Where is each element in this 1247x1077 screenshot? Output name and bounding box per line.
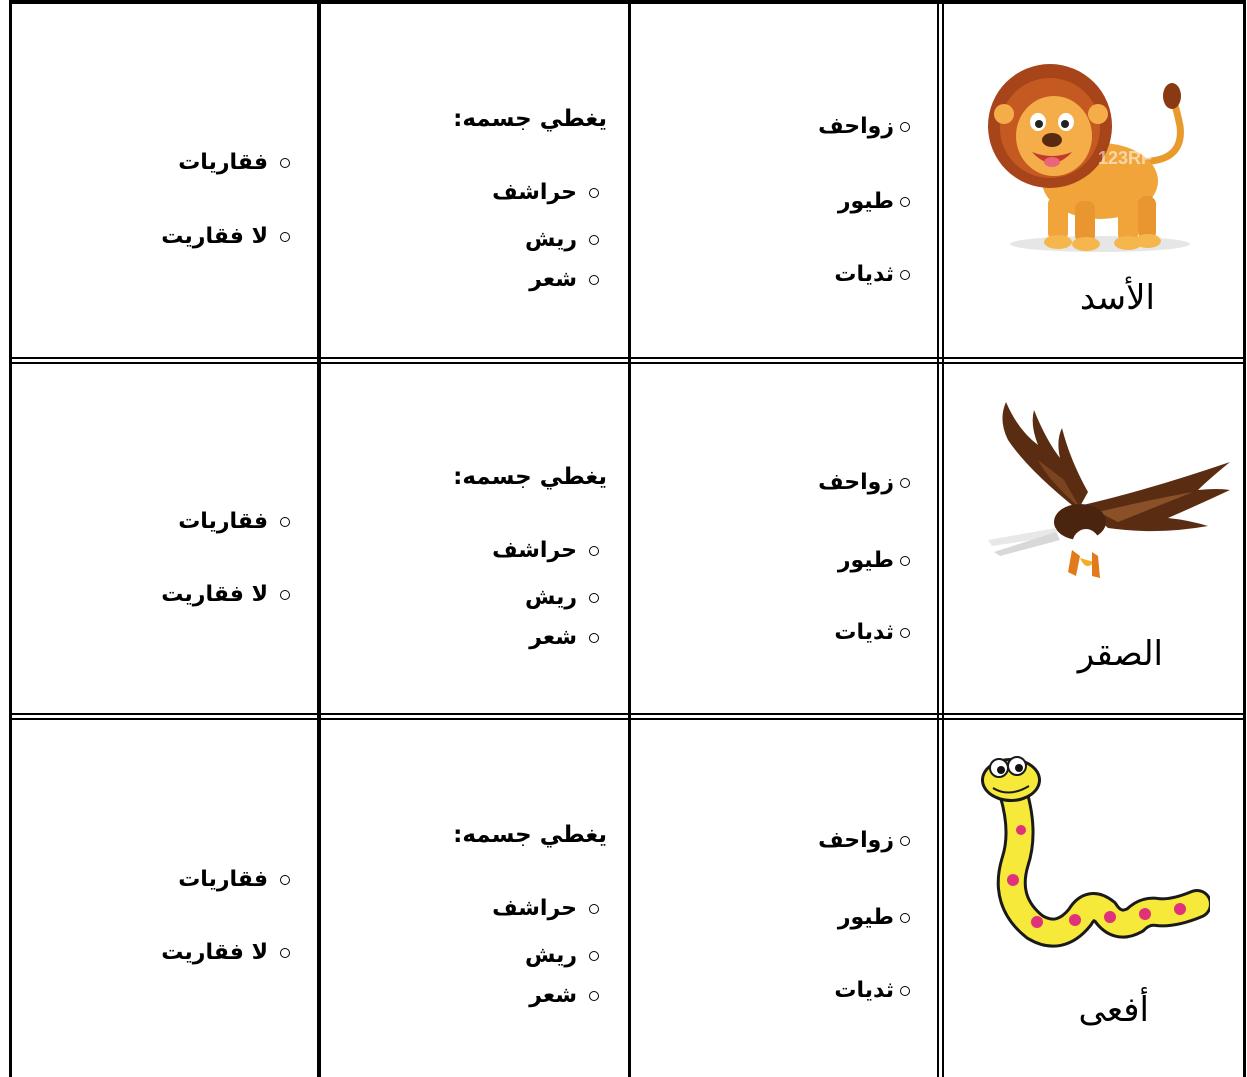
radio-circle-icon	[280, 158, 290, 168]
radio-circle-icon	[900, 270, 910, 280]
radio-circle-icon	[589, 991, 599, 1001]
radio-circle-icon	[900, 836, 910, 846]
radio-circle-icon	[900, 197, 910, 207]
radio-circle-icon	[900, 986, 910, 996]
radio-circle-icon	[589, 546, 599, 556]
animal-name: الصقر	[1077, 634, 1163, 674]
row-divider-2b	[9, 718, 1245, 720]
radio-circle-icon	[589, 188, 599, 198]
radio-circle-icon	[900, 478, 910, 488]
radio-circle-icon	[900, 913, 910, 923]
option-vertebrates[interactable]: فقاريات	[178, 509, 290, 534]
option-mammals[interactable]: ثديات	[834, 620, 910, 645]
option-feathers[interactable]: ريش	[525, 943, 599, 968]
eagle-picture	[968, 400, 1233, 590]
option-invertebrates[interactable]: لا فقاريت	[161, 582, 290, 607]
radio-circle-icon	[589, 904, 599, 914]
animal-name: أفعى	[1078, 990, 1149, 1030]
option-reptiles[interactable]: زواحف	[818, 828, 910, 853]
radio-circle-icon	[589, 235, 599, 245]
option-scales[interactable]: حراشف	[492, 180, 599, 205]
table-border-right	[1243, 0, 1246, 1077]
option-mammals[interactable]: ثديات	[834, 978, 910, 1003]
row-divider-1b	[9, 362, 1245, 364]
option-hair[interactable]: شعر	[529, 625, 599, 650]
option-birds[interactable]: طيور	[838, 905, 910, 930]
option-vertebrates[interactable]: فقاريات	[178, 867, 290, 892]
cover-question: يغطي جسمه:	[453, 106, 607, 132]
cover-question: يغطي جسمه:	[453, 822, 607, 848]
option-scales[interactable]: حراشف	[492, 896, 599, 921]
watermark-text: 123RF	[1098, 148, 1153, 168]
snake-picture	[975, 752, 1210, 952]
radio-circle-icon	[280, 875, 290, 885]
radio-circle-icon	[589, 593, 599, 603]
radio-circle-icon	[900, 556, 910, 566]
row-divider-1a	[9, 357, 1245, 359]
radio-circle-icon	[280, 517, 290, 527]
option-scales[interactable]: حراشف	[492, 538, 599, 563]
table-border-left	[9, 0, 12, 1077]
option-hair[interactable]: شعر	[529, 267, 599, 292]
radio-circle-icon	[589, 633, 599, 643]
radio-circle-icon	[280, 590, 290, 600]
column-divider-3b	[942, 0, 944, 1077]
row-divider-2a	[9, 713, 1245, 715]
option-feathers[interactable]: ريش	[525, 227, 599, 252]
radio-circle-icon	[280, 232, 290, 242]
radio-circle-icon	[589, 275, 599, 285]
option-birds[interactable]: طيور	[838, 189, 910, 214]
radio-circle-icon	[589, 951, 599, 961]
option-mammals[interactable]: ثديات	[834, 262, 910, 287]
column-divider-1	[317, 0, 321, 1077]
column-divider-3a	[937, 0, 939, 1077]
lion-picture	[980, 56, 1210, 256]
column-divider-2	[628, 0, 631, 1077]
option-reptiles[interactable]: زواحف	[818, 114, 910, 139]
option-invertebrates[interactable]: لا فقاريت	[161, 224, 290, 249]
option-vertebrates[interactable]: فقاريات	[178, 150, 290, 175]
radio-circle-icon	[900, 122, 910, 132]
option-hair[interactable]: شعر	[529, 983, 599, 1008]
table-border-top	[9, 0, 1245, 4]
option-feathers[interactable]: ريش	[525, 585, 599, 610]
animal-name: الأسد	[1079, 278, 1155, 318]
option-invertebrates[interactable]: لا فقاريت	[161, 940, 290, 965]
cover-question: يغطي جسمه:	[453, 464, 607, 490]
radio-circle-icon	[280, 948, 290, 958]
option-birds[interactable]: طيور	[838, 548, 910, 573]
radio-circle-icon	[900, 628, 910, 638]
option-reptiles[interactable]: زواحف	[818, 470, 910, 495]
